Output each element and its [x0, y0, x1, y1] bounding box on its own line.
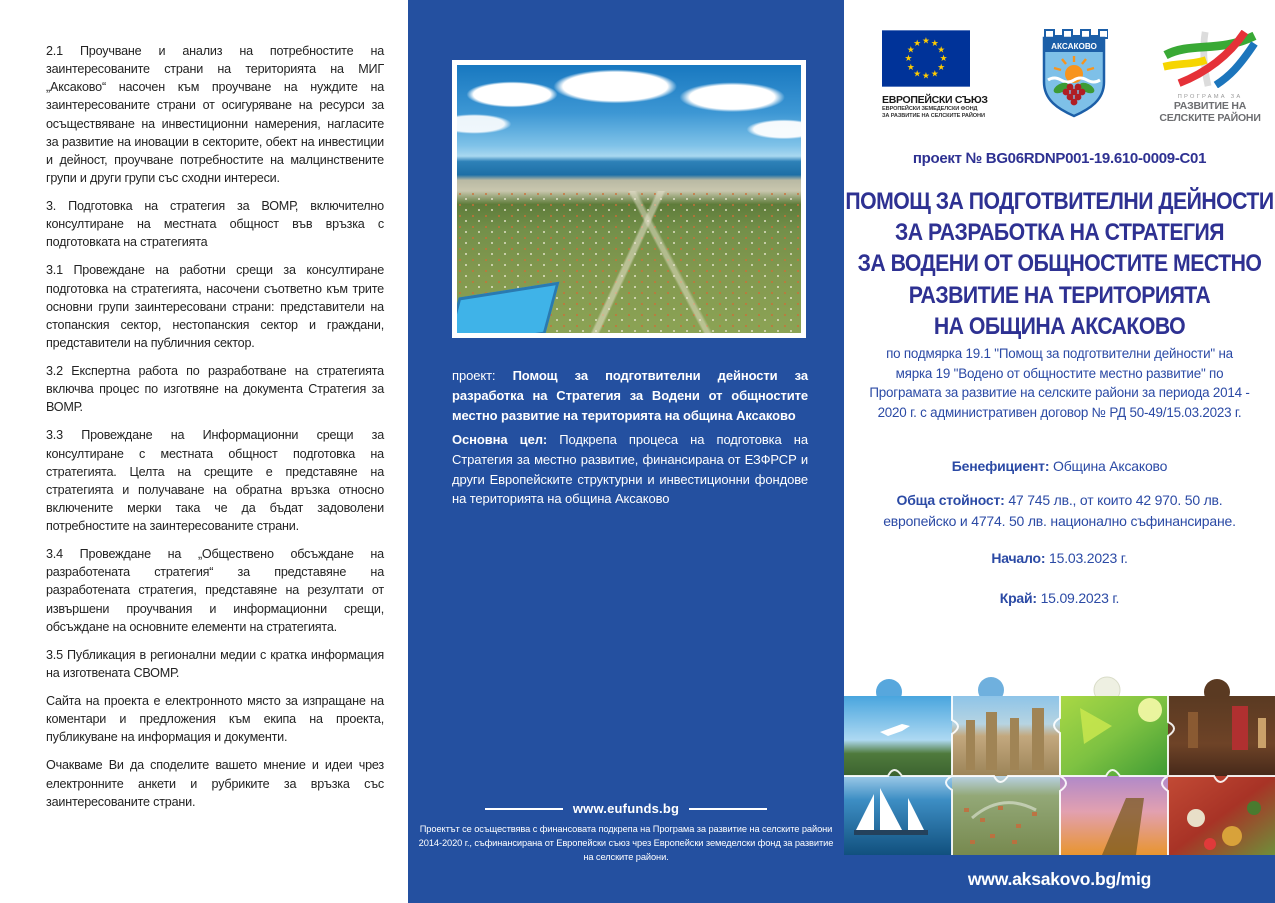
rural-development-programme-logo [1156, 30, 1264, 125]
project-number: проект № BG06RDNP001-19.610-0009-C01 [912, 150, 1207, 167]
beneficiary-line [844, 458, 1275, 474]
logos-row [844, 26, 1275, 136]
funding-disclaimer: Проектът се осъществява с финансовата подкрепа на Програма за развитие на селските райони 2014-2020 г., съфинансирана от Европейски съюз чрез Европейски земеделски фонд за развитие на селските райони. [418, 824, 834, 863]
paragraph-3-1: 3.1 Провеждане на работни срещи за консултиране подготовка на стратегията, насочени съответно към трите основни групи заинтересовани страни: представители на стопанския сектор, нестопанския сектор и граждани, представители на публичния сектор. [46, 263, 384, 350]
svg-text:★: ★ [937, 45, 946, 56]
svg-text:★: ★ [913, 38, 922, 49]
divider-line-left [485, 808, 563, 810]
svg-text:★: ★ [913, 69, 922, 80]
eu-flag-icon [882, 30, 970, 87]
paragraph-feedback-invite: Очакваме Ви да споделите вашето мнение и идеи чрез електронните анкети и рубриките за връзка със заинтересованите страни. [46, 758, 384, 809]
title-line-3: ЗА ВОДЕНИ ОТ ОБЩНОСТИТЕ МЕСТНО [857, 250, 1262, 278]
paragraph-3: 3. Подготовка на стратегия за ВОМР, включително консултиране на местната общност във връзка с подготовката на стратегията [46, 199, 384, 250]
prsr-line2: РАЗВИТИЕ НА [1173, 100, 1247, 112]
aerial-photo-frame [452, 60, 806, 338]
svg-text:★: ★ [906, 45, 915, 56]
main-goal-description [452, 430, 808, 509]
eu-logo-subtitle-1: ЕВРОПЕЙСКИ ЗЕМЕДЕЛСКИ ФОНД [882, 106, 978, 112]
tile-festive-food [1168, 776, 1275, 855]
paragraph-3-4: 3.4 Провеждане на „Обществено обсъждане на разработената стратегия“ за представяне на разработената стратегия, представяне на резултати от извършени проучвания и информационни срещи, обсъждане на основните елементи на стратегията. [46, 547, 384, 634]
left-panel [0, 0, 408, 903]
page-title [844, 186, 1275, 342]
total-value-label: Обща стойност: [896, 492, 1005, 508]
eufunds-link[interactable]: www.eufunds.bg [572, 801, 680, 817]
project-name-text: Помощ за подготвителни дейности за разработка на Стратегия за Водени от общностите местно развитие на територията на община Аксаково [452, 368, 808, 423]
tile-sailing-ship [844, 776, 952, 855]
submeasure-text: по подмярка 19.1 "Помощ за подготвителни дейности" на мярка 19 "Водено от общностите местно развитие" по Програмата за развитие на селските райони за периода 2014 - 2020 г. с административен договор № РД 50-49/15.03.2023 г. [869, 346, 1250, 420]
paragraph-3-3: 3.3 Провеждане на Информационни срещи за консултиране с местната общност подготовка на стратегията. Целта на срещите е представяне на стратегията и получаване на обратна връзка относно включените мерки така че да бъдат задоволени потребностите на заинтересованите страни. [46, 428, 384, 533]
svg-text:★: ★ [930, 69, 939, 80]
title-line-5: НА ОБЩИНА АКСАКОВО [933, 312, 1186, 340]
paragraph-site-info: Сайта на проекта е електронното място за изпращане на коментари и предложения към екипа на проекта, публикуване на информация и документи. [46, 694, 384, 745]
sun-glare [1138, 698, 1162, 722]
puzzle-collage-graphic [844, 648, 1275, 855]
goal-label: Основна цел: [452, 432, 548, 447]
project-label: проект: [452, 368, 496, 383]
start-date-value: 15.03.2023 г. [1049, 550, 1128, 566]
beneficiary-value: Община Аксаково [1053, 458, 1168, 474]
total-value-line [860, 490, 1259, 532]
puzzle-photo-collage [844, 648, 1275, 855]
middle-panel-footer [408, 801, 844, 865]
end-date-line [844, 590, 1275, 606]
start-date-line [844, 550, 1275, 566]
title-line-4: РАЗВИТИЕ НА ТЕРИТОРИЯТА [908, 281, 1211, 309]
eu-logo-title: ЕВРОПЕЙСКИ СЪЮЗ [882, 94, 988, 106]
end-date-label: Край: [999, 590, 1037, 606]
prsr-ribbons-icon [1158, 30, 1262, 88]
svg-text:★: ★ [906, 62, 915, 73]
svg-text:★: ★ [922, 71, 930, 82]
eu-flag-logo [882, 30, 1014, 120]
title-line-1: ПОМОЩ ЗА ПОДГОТВИТЕЛНИ ДЕЙНОСТИ [845, 188, 1274, 215]
divider-line-right [689, 808, 767, 810]
svg-text:★: ★ [937, 62, 946, 73]
paragraph-2-1: 2.1 Проучване и анализ на потребностите на заинтересованите страни на територията на МИГ „Аксаково“ насочен към проучване на нуждите на заинтересованите страни от осигуряване на ресурси за осъществяване на инвестиционни намерения, нагласите за развитие на иновации в секторите, обект на инвестиции и дейност, проучване потребностите на малцинствените групи и други групи със сходни интереси. [46, 44, 384, 185]
svg-text:★: ★ [930, 38, 939, 49]
aksakovo-mig-link[interactable]: www.aksakovo.bg/mig [967, 868, 1152, 889]
tile-airplane [844, 696, 952, 776]
svg-text:★: ★ [904, 54, 913, 65]
aksakovo-coat-of-arms [1040, 26, 1108, 127]
tile-town-aerial [952, 776, 1060, 855]
svg-text:★: ★ [922, 36, 930, 47]
start-date-label: Начало: [991, 550, 1046, 566]
svg-text:★: ★ [939, 54, 948, 65]
prsr-line1: ПРОГРАМА ЗА [1177, 94, 1243, 100]
right-panel [844, 0, 1275, 903]
right-panel-footer [844, 855, 1275, 903]
goal-text: Подкрепа процеса на подготовка на Стратегия за местно развитие, финансирана от ЕЗФРСР и други Европейските структурни и инвестиционни фондове на територията на община Аксаково [452, 432, 809, 507]
prsr-line3: СЕЛСКИТЕ РАЙОНИ [1159, 112, 1261, 125]
activities-text-block [46, 42, 384, 821]
total-value-text: 47 745 лв., от които 42 970. 50 лв. европейско и 4774. 50 лв. национално съфинансиране. [883, 492, 1236, 529]
title-line-2: ЗА РАЗРАБОТКА НА СТРАТЕГИЯ [895, 219, 1224, 247]
paragraph-3-2: 3.2 Експертна работа по разработване на стратегията включва процес по изготвяне на документа Стратегия за ВОМР. [46, 364, 384, 415]
beneficiary-label: Бенефициент: [951, 458, 1050, 474]
end-date-value: 15.09.2023 г. [1040, 590, 1120, 606]
middle-panel [408, 0, 844, 903]
paragraph-3-5: 3.5 Публикация в регионални медии с кратка информация на изготвената СВОМР. [46, 647, 384, 680]
eu-logo-subtitle-2: ЗА РАЗВИТИЕ НА СЕЛСКИТЕ РАЙОНИ [882, 112, 985, 119]
aksakovo-aerial-photo [457, 65, 801, 333]
arms-label-text: АКСАКОВО [1051, 42, 1097, 51]
aksakovo-arms-icon [1040, 26, 1108, 122]
project-description [452, 366, 808, 425]
